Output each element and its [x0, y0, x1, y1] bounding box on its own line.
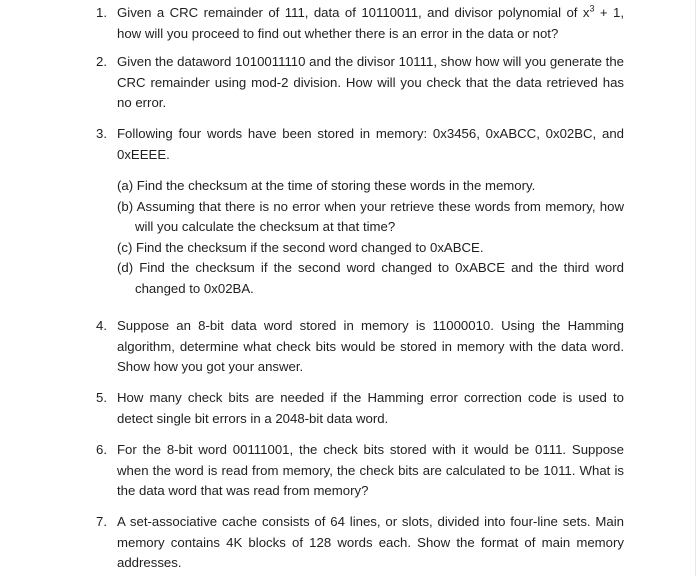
- question-text: Given a CRC remainder of 111, data of 10110011, and divisor polynomial of $x^3 + 1$, how will you proceed to find out whether there is an error in the data or not?: [117, 3, 624, 41]
- question-text: Following four words have been stored in memory: 0x3456, 0xABCC, 0x02BC, and 0xEEEE.: [117, 126, 624, 162]
- question-number: 6.: [96, 442, 107, 457]
- question-number: 1.: [96, 5, 107, 20]
- question-text: Suppose an 8-bit data word stored in memory is 11000010. Using the Hamming algorithm, determine what check bits would be stored in memory with the data word. Show how you got your answer.: [117, 318, 624, 374]
- question-number: 7.: [96, 514, 107, 529]
- subpart-d: (d) Find the checksum if the second word changed to 0xABCE and the third word changed to 0x02BA.: [117, 260, 624, 296]
- superscript-exponent: 3: [589, 3, 595, 14]
- subpart-a: (a) Find the checksum at the time of storing these words in the memory.: [117, 178, 536, 193]
- question-3-subparts: [117, 176, 624, 299]
- question-text: Given the dataword 1010011110 and the divisor 10111, show how will you generate the CRC remainder using mod-2 division. How will you check that the data retrieved has no error.: [117, 54, 624, 110]
- question-number: 4.: [96, 318, 107, 333]
- page-edge: [695, 0, 696, 576]
- subpart-b: (b) Assuming that there is no error when your retrieve these words from memory, how will you calculate the checksum at that time?: [117, 198, 624, 234]
- subpart-c: (c) Find the checksum if the second word changed to 0xABCE.: [117, 239, 484, 255]
- question-text: For the 8-bit word 00111001, the check bits stored with it would be 0111. Suppose when the word is read from memory, the check bits are calculated to be 1011. What is the data word that was read from memory?: [117, 442, 624, 498]
- question-number: 2.: [96, 54, 107, 69]
- question-text: A set-associative cache consists of 64 lines, or slots, divided into four-line sets. Main memory contains 4K blocks of 128 words each. Show the format of main memory addresses.: [117, 514, 624, 570]
- question-number: 3.: [96, 126, 107, 141]
- question-number: 5.: [96, 390, 107, 405]
- question-text: How many check bits are needed if the Hamming error correction code is used to detect single bit errors in a 2048-bit data word.: [117, 390, 624, 426]
